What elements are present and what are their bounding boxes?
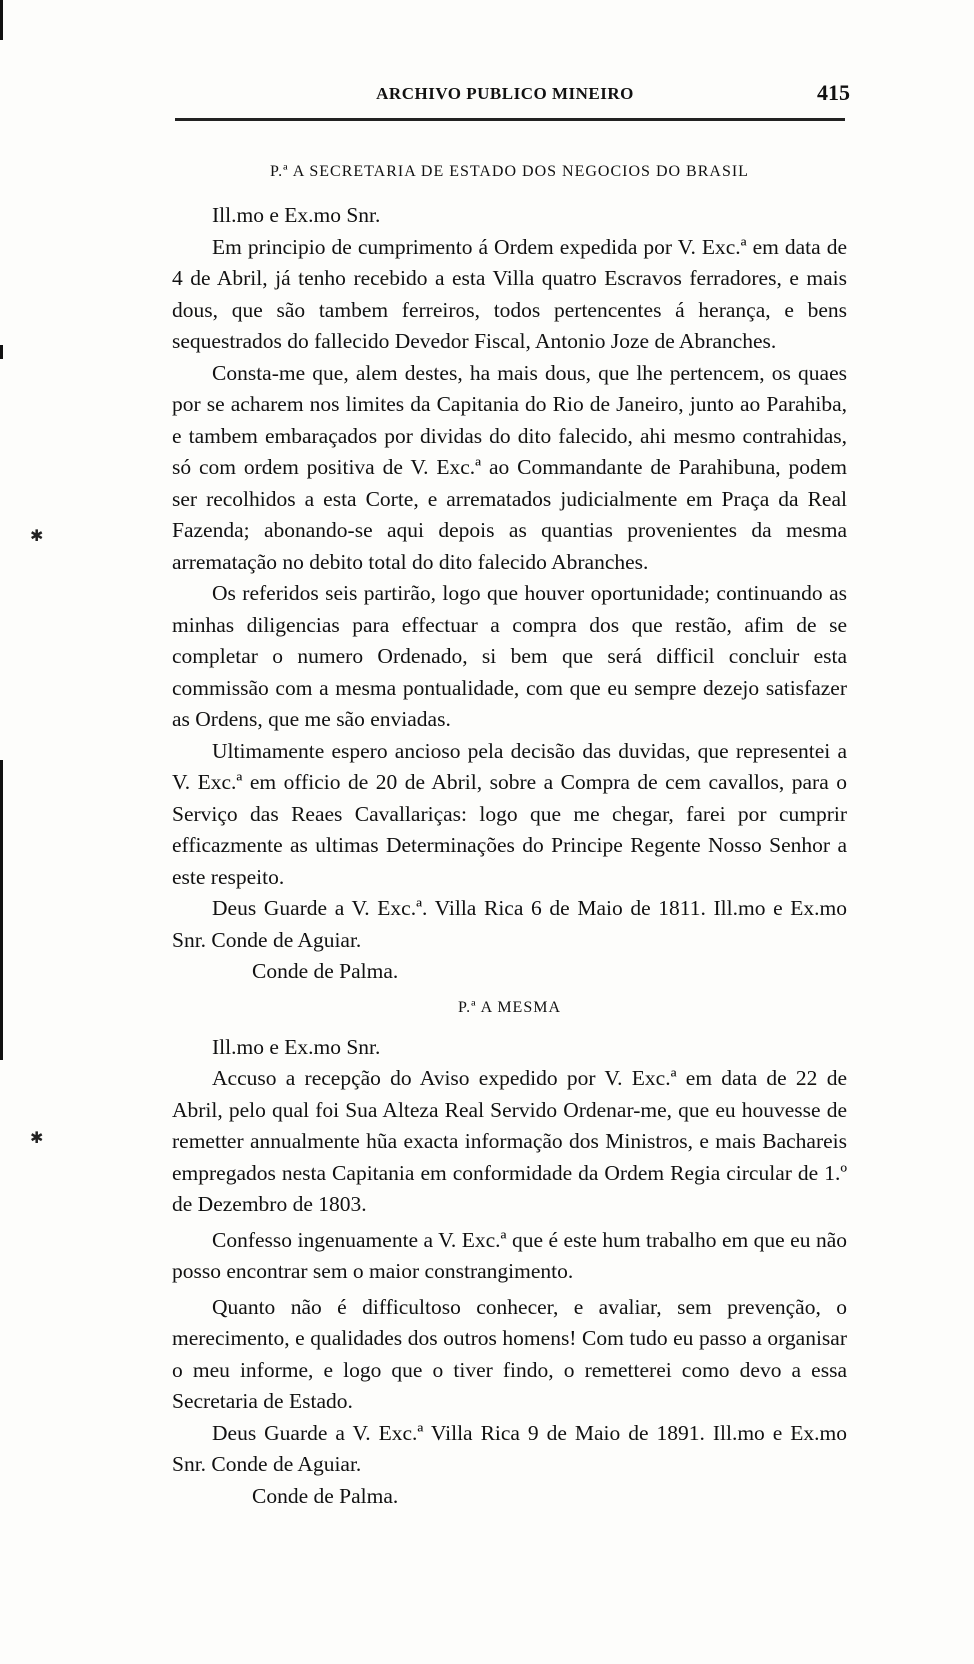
letter1-title: P.ª A SECRETARIA DE ESTADO DOS NEGOCIOS DO BRASIL	[270, 163, 749, 180]
letter2-paragraph-2: Confesso ingenuamente a V. Exc.ª que é este hum trabalho em que eu não posso encontrar sem o maior constrangimento.	[172, 1227, 847, 1283]
left-edge-mark-top	[0, 0, 3, 40]
margin-mark-1: ✱	[30, 528, 44, 545]
page-number: 415	[817, 80, 850, 105]
margin-mark-2: ✱	[30, 1130, 44, 1147]
left-edge-mark-bottom	[0, 760, 3, 1060]
letter1-paragraph-2: Consta-me que, alem destes, ha mais dous, que lhe pertencem, os quaes por se acharem nos limites da Capitania do Rio de Janeiro, junto ao Parahiba, e tambem embaraçados por dividas do dito falecido, ahi mesmo contrahidas, só com ordem positiva de V. Exc.ª ao Commandante de Parahibuna, podem ser recolhidos a esta Corte, e arrematados judicialmente em Praça da Real Fazenda; abonando-se aqui depois as quantias provenientes da mesma arrematação no debito total do dito falecido Abranches.	[172, 360, 847, 574]
letter2-salutation: Ill.mo e Ex.mo Snr.	[212, 1034, 381, 1059]
letter1-paragraph-1: Em principio de cumprimento á Ordem expedida por V. Exc.ª em data de 4 de Abril, já tenho recebido a esta Villa quatro Escravos ferradores, e mais dous, que são tambem ferreiros, todos pertencentes á herança, e bens sequestrados do fallecido Devedor Fiscal, Antonio Joze de Abranches.	[172, 234, 847, 353]
letter1-paragraph-3: Os referidos seis partirão, logo que houver oportunidade; continuando as minhas diligencias para effectuar a compra dos que restão, afim de se completar o numero Ordenado, si bem que será difficil concluir esta commissão com a mesma pontualidade, com que eu sempre dezejo satisfazer as Ordens, que me são enviadas.	[172, 581, 847, 731]
letter2-signature: Conde de Palma.	[252, 1483, 399, 1508]
header-rule	[175, 118, 845, 121]
running-title: ARCHIVO PUBLICO MINEIRO	[376, 84, 634, 103]
letter1-closing: Deus Guarde a V. Exc.ª. Villa Rica 6 de Maio de 1811. Ill.mo e Ex.mo Snr. Conde de Aguiar.	[172, 896, 847, 952]
left-edge-mark-middle	[0, 345, 3, 359]
page-content	[172, 158, 847, 1512]
letter2-closing: Deus Guarde a V. Exc.ª Villa Rica 9 de Maio de 1891. Ill.mo e Ex.mo Snr. Conde de Aguiar.	[172, 1420, 847, 1476]
letter1-signature: Conde de Palma.	[252, 959, 399, 983]
page-header	[160, 80, 850, 120]
letter2-paragraph-3: Quanto não é difficultoso conhecer, e avaliar, sem prevenção, o merecimento, e qualidades dos outros homens! Com tudo eu passo a organisar o meu informe, e logo que o tiver findo, o remetterei como devo a essa Secretaria de Estado.	[172, 1294, 847, 1413]
letter2-paragraph-1: Accuso a recepção do Aviso expedido por V. Exc.ª em data de 22 de Abril, pelo qual foi Sua Alteza Real Servido Ordenar-me, que eu houvesse de remetter annualmente hũa exacta informação dos Ministros, e mais Bachareis empregados nesta Capitania em conformidade da Ordem Regia circular de 1.º de Dezembro de 1803.	[172, 1066, 847, 1216]
letter1-paragraph-4: Ultimamente espero ancioso pela decisão das duvidas, que representei a V. Exc.ª em officio de 20 de Abril, sobre a Compra de cem cavallos, para o Serviço das Reaes Cavallariças: logo que me chegar, farei por cumprir efficazmente as ultimas Determinações do Principe Regente Nosso Senhor a este respeito.	[172, 738, 847, 889]
letter2-title: P.ª A MESMA	[457, 998, 561, 1016]
letter1-salutation: Ill.mo e Ex.mo Snr.	[212, 203, 381, 227]
